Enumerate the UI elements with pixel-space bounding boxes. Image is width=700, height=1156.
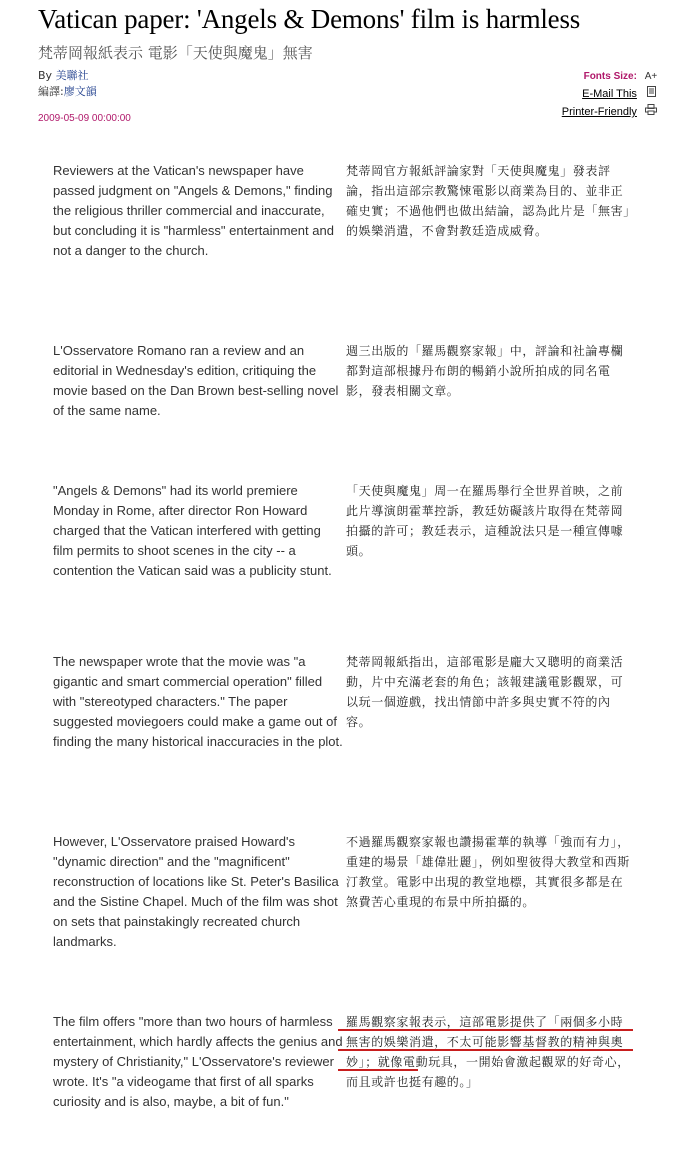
printer-friendly-link[interactable]: Printer-Friendly xyxy=(561,106,637,118)
highlight-underline-3 xyxy=(338,1069,418,1071)
document-icon[interactable] xyxy=(644,86,658,103)
article-tools xyxy=(458,68,658,122)
paragraph-zh-4: 梵蒂岡報紙指出，這部電影是龐大又聰明的商業活動，片中充滿老套的角色；該報建議電影觀眾，可以玩一個遊戲，找出情節中許多與史實不符的內容。 xyxy=(346,655,624,729)
highlight-underline-2 xyxy=(338,1049,633,1051)
email-row xyxy=(458,86,658,104)
paragraph-en-5: However, L'Osservatore praised Howard's "dynamic direction" and the "magnificent" reconstruction of locations like St. Peter's Basilica and the Sistine Chapel. Much of the film was shot on sets that painstakingly recreated church landmarks. xyxy=(53,834,339,949)
printer-icon[interactable] xyxy=(644,104,658,121)
printer-row xyxy=(458,104,658,122)
byline-source-link[interactable]: 美聯社 xyxy=(55,69,89,82)
publish-date: 2009-05-09 00:00:00 xyxy=(38,113,131,124)
fonts-size-row xyxy=(458,68,658,86)
fonts-size-label: Fonts Size: xyxy=(583,71,637,82)
paragraph-en-4: The newspaper wrote that the movie was "a gigantic and smart commercial operation" filled with "stereotyped characters." The paper suggested moviegoers could make a game out of finding the many historical inaccuracies in the plot. xyxy=(53,654,343,749)
paragraph-en-6: The film offers "more than two hours of harmless entertainment, which hardly affects the genius and mystery of Christianity," L'Osservatore's reviewer wrote. It's "a videogame that first of all sparks curiosity and is also, maybe, a bit of fun." xyxy=(53,1014,343,1109)
paragraph-zh-6: 羅馬觀察家報表示，這部電影提供了「兩個多小時無害的娛樂消遣，不太可能影響基督教的精神與奧妙」；就像電動玩具，一開始會激起觀眾的好奇心，而且或許也挺有趣的。」 xyxy=(346,1015,630,1089)
translator-name-link[interactable]: 廖文韻 xyxy=(63,85,97,98)
article-subtitle: 梵蒂岡報紙表示 電影「天使與魔鬼」無害 xyxy=(38,44,313,62)
email-this-link[interactable]: E-Mail This xyxy=(582,88,637,100)
paragraph-en-1: Reviewers at the Vatican's newspaper have passed judgment on "Angels & Demons," finding the religious thriller commercial and inaccurate, but concluding it is "harmless" entertainment and not a danger to the church. xyxy=(53,163,334,258)
article-title: Vatican paper: 'Angels & Demons' film is harmless xyxy=(38,4,581,34)
paragraph-en-2: L'Osservatore Romano ran a review and an editorial in Wednesday's edition, critiquing the movie based on the Dan Brown best-selling novel of the same name. xyxy=(53,343,339,418)
byline-prefix: By xyxy=(38,69,56,82)
highlight-underline-1 xyxy=(338,1029,633,1031)
paragraph-zh-2: 週三出版的「羅馬觀察家報」中，評論和社論專欄都對這部根據丹布朗的暢銷小說所拍成的同名電影，發表相關文章。 xyxy=(346,344,624,398)
font-size-icon[interactable]: A+ xyxy=(644,71,658,82)
paragraph-zh-5: 不過羅馬觀察家報也讚揚霍華的執導「強而有力」，重建的場景「雄偉壯麗」，例如聖彼得大教堂和西斯汀教堂。電影中出現的教堂地標，其實很多都是在煞費苦心重現的布景中所拍攝的。 xyxy=(346,835,630,909)
paragraph-zh-1: 梵蒂岡官方報紙評論家對「天使與魔鬼」發表評論，指出這部宗教驚悚電影以商業為目的、並非正確史實；不過他們也做出結論，認為此片是「無害」的娛樂消遣，不會對教廷造成威脅。 xyxy=(346,164,630,238)
paragraph-en-3: "Angels & Demons" had its world premiere Monday in Rome, after director Ron Howard charged that the Vatican interfered with getting film permits to shoot scenes in the city -- a contention the Vatican said was a publicity stunt. xyxy=(53,483,332,578)
byline xyxy=(38,67,89,83)
translator xyxy=(38,83,97,99)
translator-prefix: 編譯: xyxy=(38,85,64,98)
paragraph-zh-3: 「天使與魔鬼」周一在羅馬舉行全世界首映，之前此片導演朗霍華控訴，教廷妨礙該片取得在梵蒂岡拍攝的許可；教廷表示，這種說法只是一種宣傳噱頭。 xyxy=(346,484,624,558)
